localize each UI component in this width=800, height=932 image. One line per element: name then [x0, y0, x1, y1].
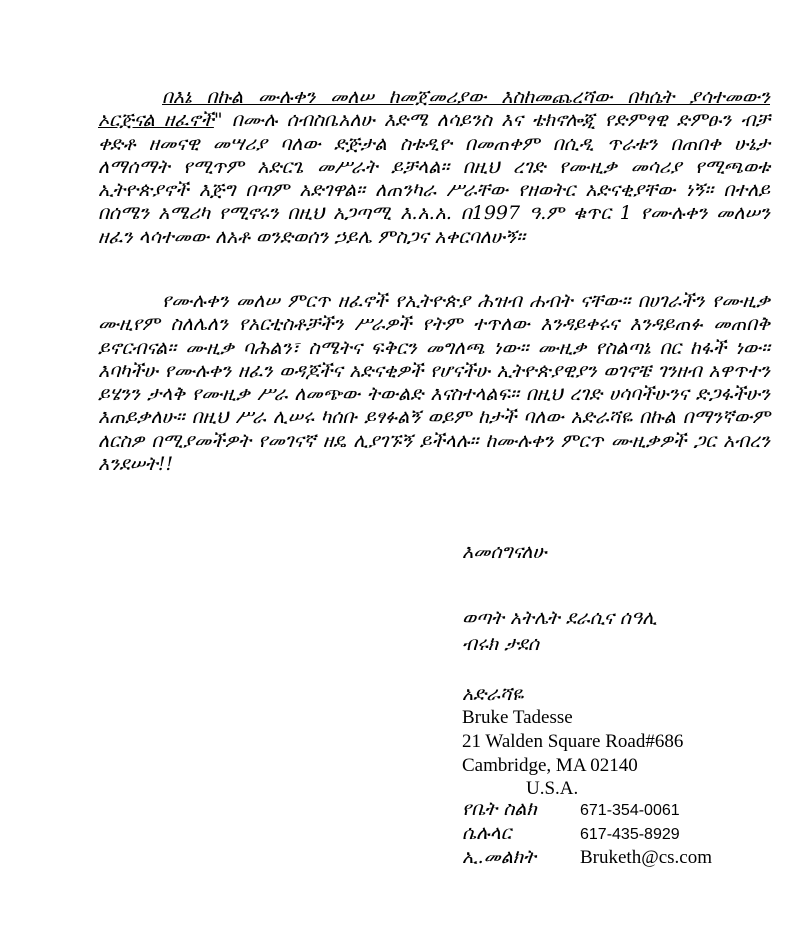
- contact-row-cell-phone: [462, 821, 680, 845]
- contact-row-email: [462, 845, 712, 869]
- address-country: U.S.A.: [526, 778, 579, 799]
- paragraph-2-body: የሙሉቀን መለሠ ምርጥ ዘፈኖች የኢትዮጵያ ሕዝብ ሐብት ናቸው። በሀገራችን የሙዚቃ ሙዚየም ስለሌለን የአርቲስቶቻችን ሥራዎች የትም ተጥለው እንዳይቀሩና እንዳይጠፉ መጠበቅ ይኖርብናል። ሙዚቃ ባሕልን፣ ስሜትና ፍቅርን መግለጫ ነው። ሙዚቃ የስልጣኔ በር ከፋች ነው። እባካችሁ የሙሉቀን ዘፈን ወዳጆችና አድናቂዎች የሆናችሁ ኢትዮጵያዊያን ወገኖቼ ገንዘብ አዋጥተን ይሄንን ታላቅ የሙዚቃ ሥራ ለመጭው ትውልድ እናስተላልፍ። በዚህ ረገድ ሀሳባችሁንና ድጋፋችሁን እጠይቃለሁ። በዚህ ሥራ ሊሠሩ ካሰቡ ይፃፉልኝ ወይም ከታች ባለው አድራሻዬ በኩል በማንኛውም ለርስዎ በሚያመችዎት የመገናኛ ዘዴ ሊያገኙኝ ይችላሉ። ከሙሉቀን ምርጥ ሙዚቃዎች ጋር አብረን እንደሠት!!: [98, 290, 770, 476]
- home-phone-label: የቤት ስልክ: [462, 798, 537, 820]
- paragraph-2-indent: [98, 290, 162, 312]
- home-phone-value: 671-354-0061: [580, 802, 680, 819]
- paragraph-2: [98, 290, 770, 476]
- email-label: ኢ.መልክት: [462, 846, 536, 868]
- cell-phone-value: 617-435-8929: [580, 826, 680, 843]
- email-value: Bruketh@cs.com: [580, 847, 712, 868]
- signature-name: ብሩክ ታደሰ: [462, 633, 540, 655]
- paragraph-1: [98, 86, 770, 249]
- address-name: Bruke Tadesse: [462, 707, 573, 728]
- closing-thanks: እመሰግናለሁ: [462, 541, 547, 563]
- paragraph-1-indent: [98, 86, 162, 108]
- contact-row-home-phone: [462, 797, 680, 821]
- signature-title: ወጣት አትሌት ደራሲና ሰዓሊ: [462, 607, 657, 629]
- paragraph-1-body: " በሙሉ ሰብስቤአለሁ እድሜ ለሳይንስ እና ቴክኖሎጂ የድምፃዊ ድምፁን ብቻ ቀድቶ ዘመናዊ መሣሪያ ባለው ድጅታል ስቱዲዮ በመጠቀም በሲዲ ጥራቱን በጠበቀ ሁኔታ ለማሰማት የሚጥም አድርጌ መሥራት ይቻላል። በዚህ ረገድ የሙዚቃ መሳሪያ የሚጫወቱ ኢትዮጵያኖች እጅግ በጣም አድገዋል። ለጠንካራ ሥራቸው የዘወትር አድናቂያቸው ነኝ። በተለይ በሰሜን አሜሪካ የሚኖሩን በዚህ አጋጣሚ እ.አ.አ. በ1997 ዓ.ም ቁጥር 1 የሙሉቀን መለሠን ዘፈን ላሳተመው ለአቶ ወንድወሰን ኃይሌ ምስጋና አቀርባለሁኝ።: [98, 109, 770, 248]
- address-city: Cambridge, MA 02140: [462, 755, 638, 776]
- address-label: አድራሻዬ: [462, 683, 524, 705]
- address-street: 21 Walden Square Road#686: [462, 731, 684, 752]
- paragraph-1-underlined-lead: በእኔ በኩል ሙሉቀን መለሠ ከመጀመሪያው እስከመጨረሻው በካሴት ያሳተመውን ኦርጅናል ዘፈኖች: [98, 86, 770, 132]
- cell-phone-label: ሴሉላር: [462, 822, 512, 844]
